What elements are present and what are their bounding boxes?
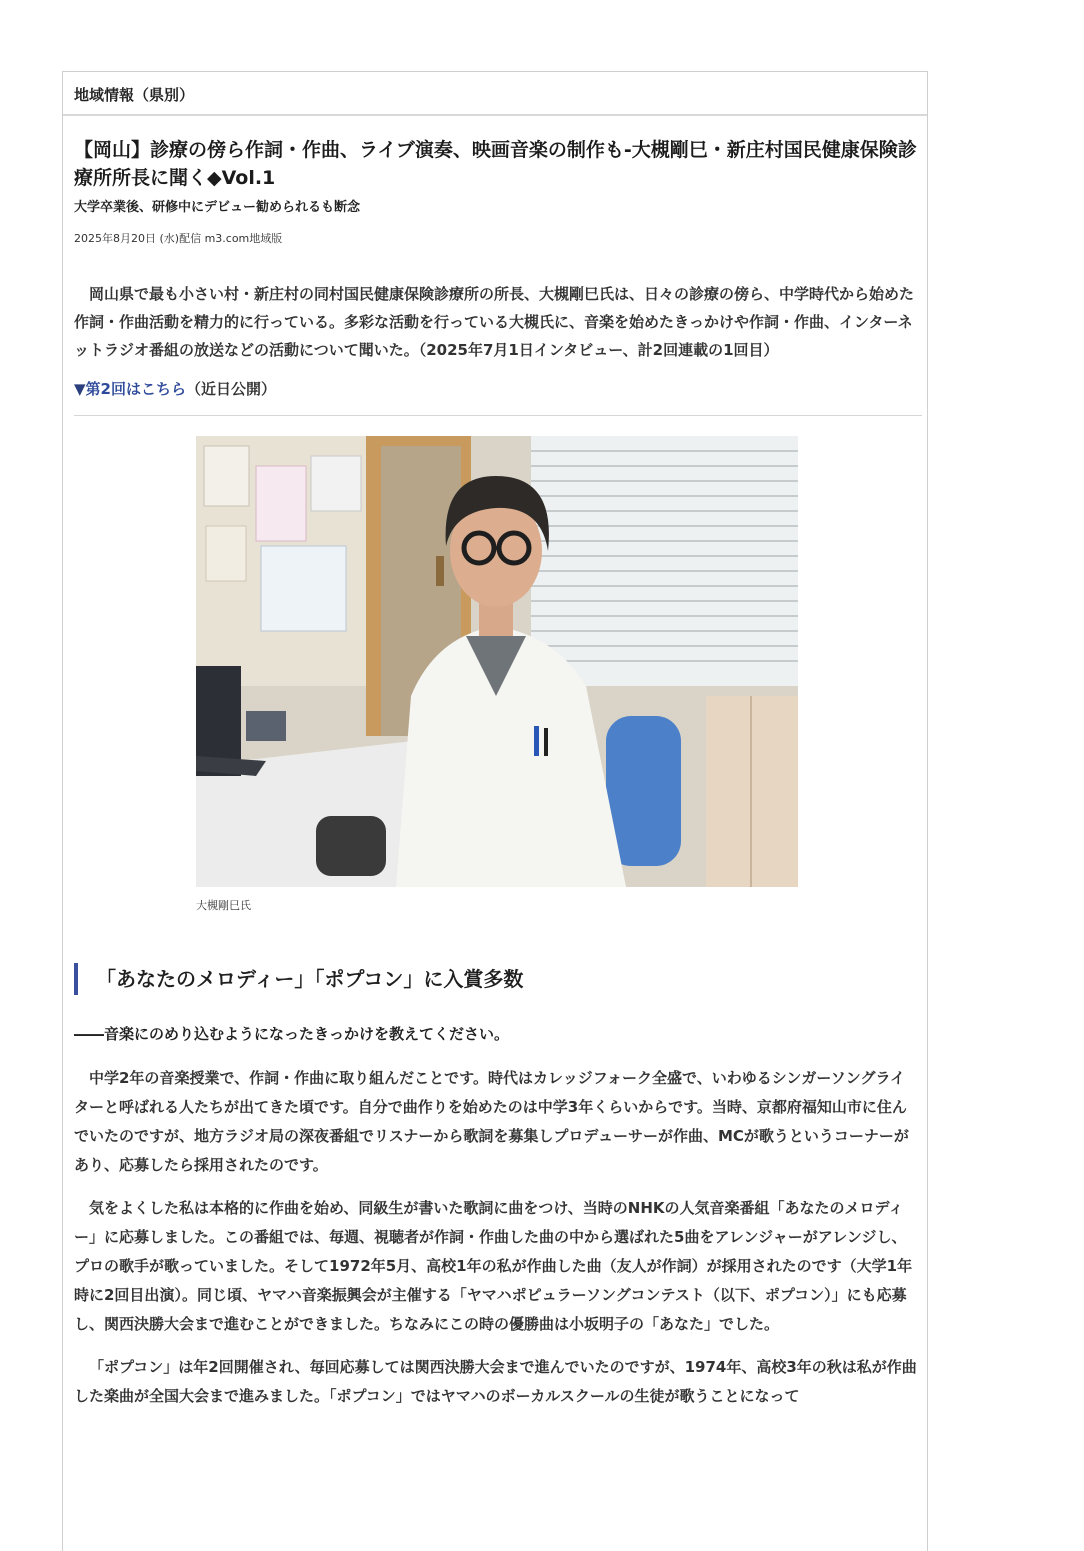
interview-question: ――音楽にのめり込むようになったきっかけを教えてください。: [74, 1025, 510, 1043]
divider: [74, 415, 922, 416]
article-content: [63, 136, 927, 1411]
answer-paragraph-2: 気をよくした私は本格的に作曲を始め、同級生が書いた歌詞に曲をつけ、当時のNHKの人気音楽番組「あなたのメロディー」に応募しました。この番組では、毎週、視聴者が作詞・作曲した曲の中から選ばれた5曲をアレンジャーがアレンジし、プロの歌手が歌っていました。そして1972年5月、高校1年の私が作曲した曲（友人が作詞）が採用されたのです（大学1年時に2回目出演）。同じ頃、ヤマハ音楽振興会が主催する「ヤマハポピュラーソングコンテスト（以下、ポプコン）」にも応募し、関西決勝大会まで進むことができました。ちなみにこの時の優勝曲は小坂明子の「あなた」でした。: [74, 1199, 913, 1333]
article-meta: 2025年8月20日 (水)配信 m3.com地域版: [74, 232, 283, 245]
article-frame: [62, 71, 928, 1551]
answer-paragraph-1: 中学2年の音楽授業で、作詞・作曲に取り組んだことです。時代はカレッジフォーク全盛で、いわゆるシンガーソングライターと呼ばれる人たちが出てきた頃です。自分で曲作りを始めたのは中学3年くらいからです。当時、京都府福知山市に住んでいたのですが、地方ラジオ局の深夜番組でリスナーから歌詞を募集しプロデューサーが作曲、MCが歌うというコーナーがあり、応募したら採用されたのです。: [74, 1069, 909, 1174]
next-article-link[interactable]: 第2回はこちら: [85, 380, 186, 398]
photo-figure: [196, 436, 798, 913]
section-heading: 地域情報（県別）: [63, 72, 927, 116]
section-heading-2: 「あなたのメロディー」「ポプコン」に入賞多数: [74, 963, 918, 995]
answer-paragraph-3: 「ポプコン」は年2回開催され、毎回応募しては関西決勝大会まで進んでいたのですが、1974年、高校3年の秋は私が作曲した楽曲が全国大会まで進みました。「ポプコン」ではヤマハのボーカルスクールの生徒が歌うことになって: [74, 1358, 917, 1405]
doctor-photo: [196, 436, 798, 887]
article-subtitle: 大学卒業後、研修中にデビュー勧められるも断念: [74, 200, 361, 215]
article-lead: 岡山県で最も小さい村・新庄村の同村国民健康保険診療所の所長、大槻剛巳氏は、日々の診療の傍ら、中学時代から始めた作詞・作曲活動を精力的に行っている。多彩な活動を行っている大槻氏に、音楽を始めたきっかけや作詞・作曲、インターネットラジオ番組の放送などの活動について聞いた。（2025年7月1日インタビュー、計2回連載の1回目）: [74, 285, 915, 359]
next-article-line: [74, 378, 918, 399]
next-article-suffix: （近日公開）: [186, 380, 277, 398]
photo-caption: 大槻剛巳氏: [196, 899, 251, 912]
down-triangle-icon: ▼: [74, 380, 86, 398]
article-title: 【岡山】診療の傍ら作詞・作曲、ライブ演奏、映画音楽の制作も-大槻剛巳・新庄村国民健康保険診療所所長に聞く◆Vol.1: [74, 139, 917, 189]
